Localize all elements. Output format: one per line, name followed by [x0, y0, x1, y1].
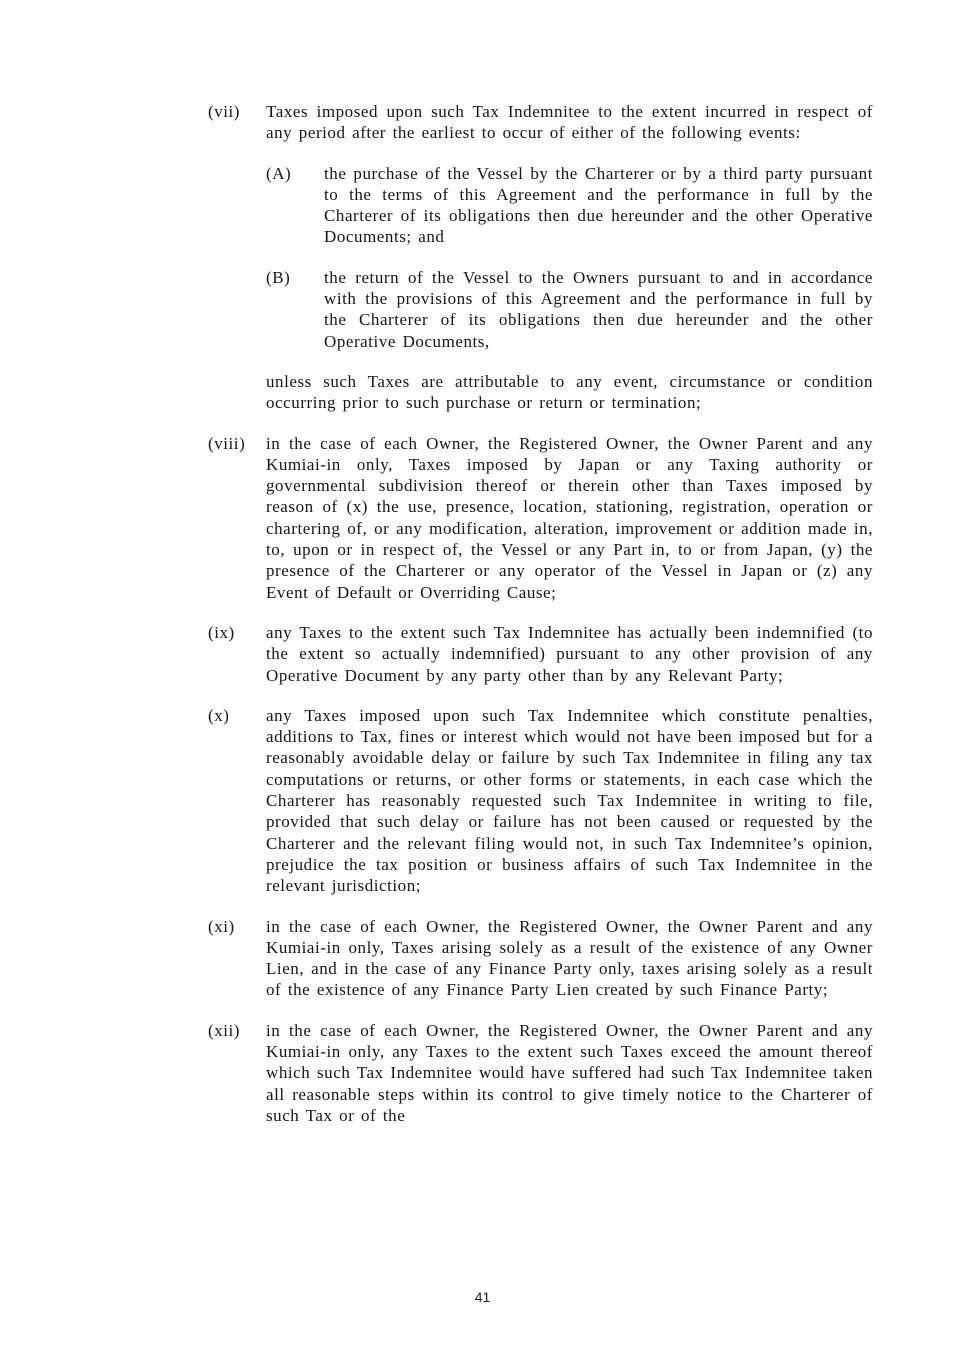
page-number: 41	[474, 1289, 491, 1305]
clause-label: (xi)	[208, 916, 235, 936]
document-body	[208, 101, 873, 1145]
clause-text: in the case of each Owner, the Registered Owner, the Owner Parent and any Kumiai-in only, Taxes arising solely as a result of the existence of any Owner Lien, and in the case of any Finance Party only, taxes arising solely as a result of the existence of any Finance Party Lien created by such Finance Party;	[266, 916, 873, 1000]
clause-x-row	[208, 705, 873, 897]
sub-item-label: (A)	[266, 163, 292, 183]
clause-xi	[208, 916, 873, 1001]
clause-vii	[208, 101, 873, 414]
clause-vii-intro	[208, 101, 873, 144]
clause-xii-row	[208, 1020, 873, 1126]
clause-text: any Taxes to the extent such Tax Indemnitee has actually been indemnified (to the extent so actually indemnified) pursuant to any other provision of any Operative Document by any party other than by any Relevant Party;	[266, 622, 873, 685]
clause-text: any Taxes imposed upon such Tax Indemnitee which constitute penalties, additions to Tax, fines or interest which would not have been imposed but for a reasonably avoidable delay or failure by such Tax Indemnitee in filing any tax computations or returns, or other forms or statements, in each case which the Charterer has reasonably requested such Tax Indemnitee in writing to file, provided that such delay or failure has not been caused or requested by the Charterer and the relevant filing would not, in such Tax Indemnitee’s opinion, prejudice the tax position or business affairs of such Tax Indemnitee in the relevant jurisdiction;	[266, 705, 873, 896]
clause-vii-sub-b	[266, 267, 873, 352]
clause-text: in the case of each Owner, the Registered Owner, the Owner Parent and any Kumiai-in only, Taxes imposed by Japan or any Taxing authority or governmental subdivision thereof or therein other than Taxes imposed by reason of (x) the use, presence, location, stationing, registration, operation or chartering of, or any modification, alteration, improvement or addition made in, to, upon or in respect of, the Vessel or any Part in, to or from Japan, (y) the presence of the Charterer or any operator of the Vessel in Japan or (z) any Event of Default or Overriding Cause;	[266, 433, 873, 602]
clause-label: (x)	[208, 705, 230, 725]
clause-label: (viii)	[208, 433, 246, 453]
clause-label: (xii)	[208, 1020, 241, 1040]
clause-viii-row	[208, 433, 873, 603]
clause-xi-row	[208, 916, 873, 1001]
sub-item-text: the return of the Vessel to the Owners pursuant to and in accordance with the provisions of this Agreement and the performance in full by the Charterer of its obligations then due hereunder and the other Operative Documents,	[324, 267, 873, 351]
clause-label: (ix)	[208, 622, 235, 642]
clause-ix	[208, 622, 873, 686]
clause-ix-row	[208, 622, 873, 686]
clause-label: (vii)	[208, 102, 241, 121]
clause-vii-sub-a	[266, 163, 873, 248]
sub-item-label: (B)	[266, 267, 291, 287]
clause-xii	[208, 1020, 873, 1126]
clause-x	[208, 705, 873, 897]
clause-text: Taxes imposed upon such Tax Indemnitee to the extent incurred in respect of any period after the earliest to occur of either of the following events:	[266, 102, 873, 143]
sub-item-text: the purchase of the Vessel by the Charterer or by a third party pursuant to the terms of this Agreement and the performance in full by the Charterer of its obligations then due hereunder and the other Operative Documents; and	[324, 163, 873, 247]
clause-text: in the case of each Owner, the Registered Owner, the Owner Parent and any Kumiai-in only, any Taxes to the extent such Taxes exceed the amount thereof which such Tax Indemnitee would have suffered had such Tax Indemnitee taken all reasonable steps within its control to give timely notice to the Charterer of such Tax or of the	[266, 1020, 873, 1125]
clause-viii	[208, 433, 873, 603]
clause-vii-continuation: unless such Taxes are attributable to any event, circumstance or condition occurring prior to such purchase or return or termination;	[266, 371, 873, 413]
